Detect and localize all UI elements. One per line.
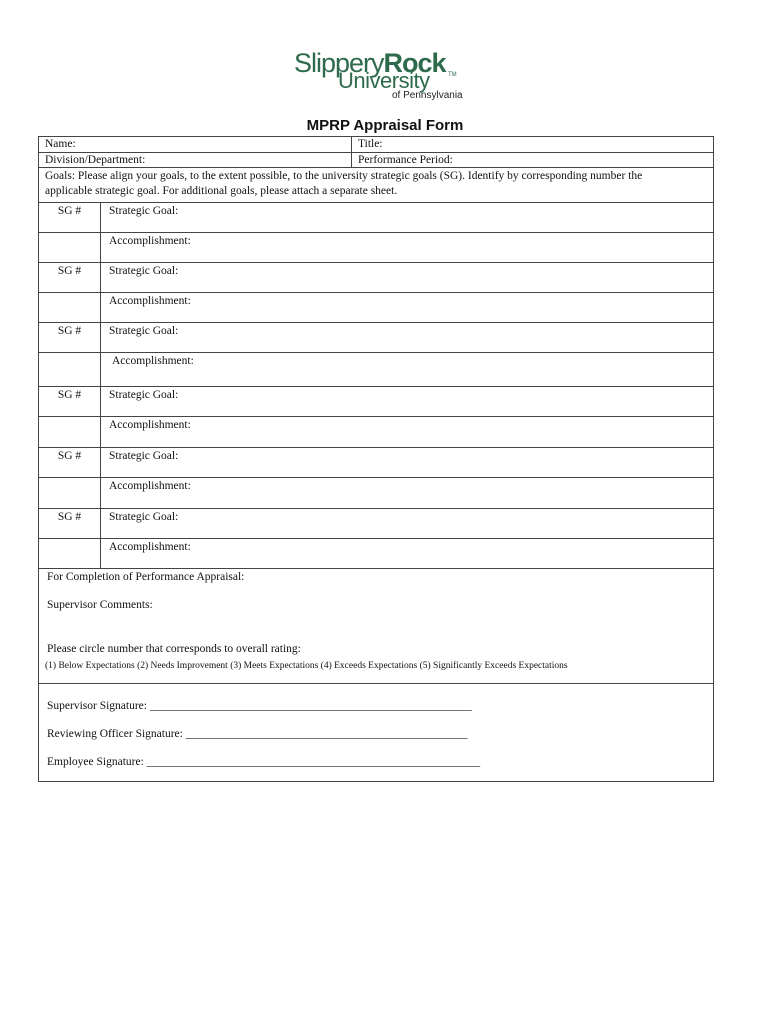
strategic-goal-label: Strategic Goal: (109, 205, 179, 217)
strategic-goal-cell[interactable] (101, 263, 713, 293)
logo-line-2: University (338, 68, 430, 93)
accomplishment-label: Accomplishment: (109, 235, 191, 247)
sg-label: SG # (57, 265, 82, 277)
period-field[interactable] (352, 153, 713, 168)
strategic-goal-cell[interactable] (101, 448, 713, 478)
division-field[interactable] (39, 153, 352, 168)
goals-instructions (39, 167, 713, 203)
accomplishment-label: Accomplishment: (109, 480, 191, 492)
sg-empty-cell (39, 353, 101, 387)
name-label: Name: (45, 138, 76, 150)
sg-number-cell[interactable] (39, 509, 101, 539)
supervisor-comments-label[interactable]: Supervisor Comments: (47, 599, 153, 611)
accomplishment-label: Accomplishment: (109, 295, 191, 307)
sg-number-cell[interactable] (39, 323, 101, 353)
sg-label: SG # (57, 450, 82, 462)
goal-row (39, 262, 713, 293)
accomplishment-label: Accomplishment: (109, 541, 191, 553)
accomplishment-cell[interactable] (101, 233, 713, 263)
strategic-goal-label: Strategic Goal: (109, 450, 179, 462)
accomplishment-row (39, 292, 713, 323)
logo-trademark: TM (448, 72, 457, 78)
accomplishment-row (39, 352, 713, 387)
sg-empty-cell (39, 293, 101, 323)
sg-label: SG # (57, 389, 82, 401)
strategic-goal-cell[interactable] (101, 203, 713, 233)
goal-row (39, 447, 713, 478)
sg-number-cell[interactable] (39, 387, 101, 417)
sg-empty-cell (39, 417, 101, 448)
instructions-line-1: Goals: Please align your goals, to the extent possible, to the university strategic goals (SG). Identify by corresponding number the (45, 170, 643, 182)
completion-heading: For Completion of Performance Appraisal: (47, 571, 245, 583)
appraisal-form (38, 136, 714, 782)
sg-number-cell[interactable] (39, 448, 101, 478)
sg-empty-cell (39, 478, 101, 509)
strategic-goal-label: Strategic Goal: (109, 511, 179, 523)
sg-label: SG # (57, 511, 82, 523)
strategic-goal-cell[interactable] (101, 509, 713, 539)
goal-row (39, 386, 713, 417)
sg-label: SG # (57, 325, 82, 337)
instructions-line-2: applicable strategic goal. For additional goals, please attach a separate sheet. (45, 185, 398, 197)
sg-number-cell[interactable] (39, 263, 101, 293)
accomplishment-label: Accomplishment: (109, 419, 191, 431)
logo-line-1: SlipperyRock (294, 48, 446, 78)
sg-label: SG # (57, 205, 82, 217)
rating-options[interactable]: (1) Below Expectations (2) Needs Improvement (3) Meets Expectations (4) Exceeds Expectations (5) Significantly Exceeds Expectations (45, 661, 568, 671)
accomplishment-cell[interactable] (101, 478, 713, 509)
accomplishment-row (39, 477, 713, 509)
accomplishment-row (39, 232, 713, 263)
form-title: MPRP Appraisal Form (306, 117, 464, 134)
goal-row (39, 508, 713, 539)
accomplishment-cell[interactable] (101, 539, 713, 569)
sg-empty-cell (39, 539, 101, 569)
university-logo (294, 48, 484, 104)
reviewing-officer-signature-line[interactable]: Reviewing Officer Signature: _________________________________________________ (47, 728, 468, 740)
accomplishment-row (39, 416, 713, 448)
title-field[interactable] (352, 137, 713, 153)
strategic-goal-label: Strategic Goal: (109, 389, 179, 401)
header-row-division (39, 152, 713, 168)
rating-instruction: Please circle number that corresponds to overall rating: (47, 643, 301, 655)
sg-empty-cell (39, 233, 101, 263)
goal-row (39, 202, 713, 233)
accomplishment-cell[interactable] (101, 293, 713, 323)
name-field[interactable] (39, 137, 352, 153)
sg-number-cell[interactable] (39, 203, 101, 233)
header-row-name (39, 137, 713, 153)
strategic-goal-cell[interactable] (101, 387, 713, 417)
accomplishment-cell[interactable] (101, 353, 713, 387)
strategic-goal-label: Strategic Goal: (109, 265, 179, 277)
completion-section (39, 568, 713, 684)
period-label: Performance Period: (358, 154, 453, 166)
logo-line-3: of Pennsylvania (392, 90, 463, 101)
supervisor-signature-line[interactable]: Supervisor Signature: ________________________________________________________ (47, 700, 472, 712)
strategic-goal-cell[interactable] (101, 323, 713, 353)
accomplishment-label: Accomplishment: (112, 355, 194, 367)
strategic-goal-label: Strategic Goal: (109, 325, 179, 337)
signature-section (39, 683, 713, 781)
accomplishment-cell[interactable] (101, 417, 713, 448)
employee-signature-line[interactable]: Employee Signature: __________________________________________________________ (47, 756, 481, 768)
accomplishment-row (39, 538, 713, 569)
goal-row (39, 322, 713, 353)
title-label: Title: (358, 138, 383, 150)
division-label: Division/Department: (45, 154, 146, 166)
